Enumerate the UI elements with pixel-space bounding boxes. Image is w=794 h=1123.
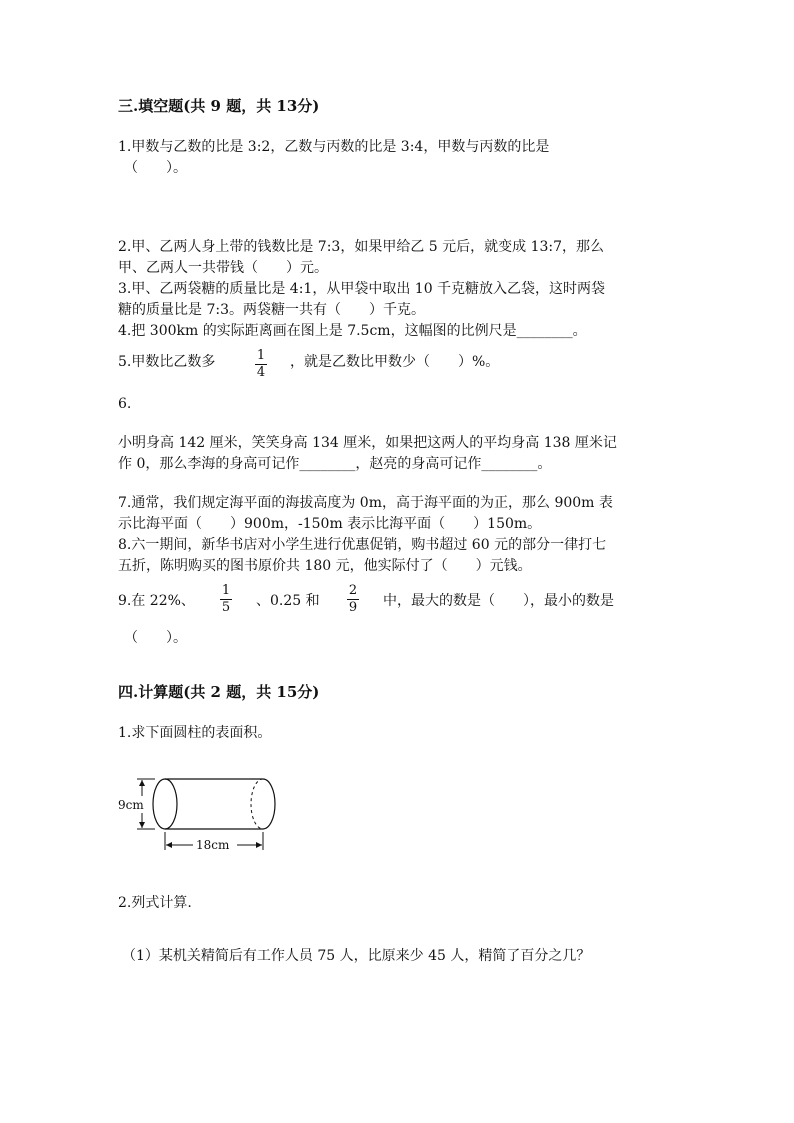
cylinder-diagram [115,772,285,858]
calc-q2-line1: 2.列式计算. [118,895,192,911]
q6-line2: 作 0，那么李海的身高可记作________，赵亮的身高可记作________。 [118,456,552,472]
q9-frac2-num: 2 [348,583,358,598]
q1-line2: （ ）。 [124,160,187,176]
height-label: 9cm [118,798,144,812]
q6-number: 6. [118,396,132,412]
q2-line1: 2.甲、乙两人身上带的钱数比是 7:3，如果甲给乙 5 元后，就变成 13:7，那么 [118,239,605,255]
section-4-title: 四.计算题(共 2 题，共 15分) [118,683,320,701]
q9-pre: 9.在 22%、 [118,593,195,609]
q5-post: ，就是乙数比甲数少（ ）%。 [290,354,500,370]
q9-frac1-num: 1 [221,583,231,598]
q7-line2: 示比海平面（ ）900m，-150m 表示比海平面（ ）150m。 [118,516,542,532]
q9-frac2-den: 9 [348,600,358,615]
q4-line1: 4.把 300km 的实际距离画在图上是 7.5cm，这幅图的比例尺是________。 [118,323,587,339]
arrow-up-icon [139,780,145,786]
section-3-title: 三.填空题(共 9 题，共 13分) [118,97,320,115]
q9-frac1-den: 5 [221,600,231,615]
q5-frac-den: 4 [256,365,266,380]
calc-q2-sub1: （1）某机关精简后有工作人员 75 人，比原来少 45 人，精简了百分之几？ [122,948,591,964]
q5-fraction [253,349,269,380]
arrow-right-icon [256,842,262,848]
q5-pre: 5.甲数比乙数多 [118,354,216,370]
length-label: 18cm [196,838,230,852]
q1-line1: 1.甲数与乙数的比是 3:2，乙数与丙数的比是 3:4，甲数与丙数的比是 [118,139,550,155]
q9-fraction-1 [218,584,234,615]
cylinder-right-hidden-edge [251,779,263,829]
cylinder-left-face [153,779,177,829]
q5-frac-num: 1 [256,348,266,363]
q9-line2: （ ）。 [124,630,187,646]
q3-line1: 3.甲、乙两袋糖的质量比是 4:1，从甲袋中取出 10 千克糖放入乙袋，这时两袋 [118,281,606,297]
q3-line2: 糖的质量比是 7:3。两袋糖一共有（ ）千克。 [118,302,425,318]
q8-line2: 五折，陈明购买的图书原价共 180 元，他实际付了（ ）元钱。 [118,558,532,574]
calc-q1-line1: 1.求下面圆柱的表面积。 [118,725,272,741]
q2-line2: 甲、乙两人一共带钱（ ）元。 [118,260,328,276]
q7-line1: 7.通常，我们规定海平面的海拔高度为 0m，高于海平面的为正，那么 900m 表 [118,495,613,511]
q6-line1: 小明身高 142 厘米，笑笑身高 134 厘米，如果把这两人的平均身高 138 厘米记 [118,435,617,451]
arrow-left-icon [166,842,172,848]
q9-mid: 、0.25 和 [256,593,320,609]
arrow-down-icon [139,822,145,828]
q8-line1: 8.六一期间，新华书店对小学生进行优惠促销，购书超过 60 元的部分一律打七 [118,537,607,553]
q9-post: 中，最大的数是（ ），最小的数是 [383,593,614,609]
q9-fraction-2 [345,584,361,615]
cylinder-right-visible-edge [263,779,275,829]
